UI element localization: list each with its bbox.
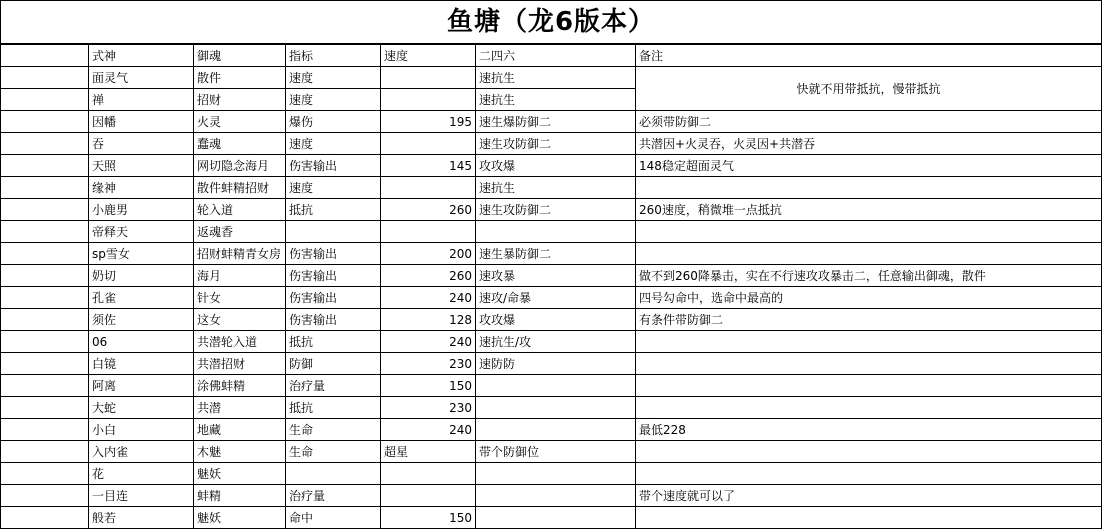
cell-246[interactable]: 速攻暴 xyxy=(476,265,636,287)
cell-shikigami[interactable]: 须佐 xyxy=(89,309,194,331)
cell-yuhun[interactable]: 海月 xyxy=(194,265,286,287)
cell-note[interactable] xyxy=(636,507,1102,529)
row-header-cell xyxy=(1,45,89,67)
cell-note[interactable] xyxy=(636,353,1102,375)
cell-246[interactable] xyxy=(476,419,636,441)
cell-speed[interactable]: 260 xyxy=(381,265,476,287)
cell-shikigami[interactable]: 禅 xyxy=(89,89,194,111)
table-body xyxy=(1,45,1102,529)
cell-metric[interactable]: 速度 xyxy=(286,89,381,111)
cell-246[interactable] xyxy=(476,507,636,529)
row-label-cell xyxy=(1,89,89,111)
cell-246[interactable]: 速攻/命暴 xyxy=(476,287,636,309)
cell-speed[interactable] xyxy=(381,177,476,199)
cell-246[interactable] xyxy=(476,463,636,485)
table-row[interactable] xyxy=(1,177,1102,199)
cell-metric[interactable]: 生命 xyxy=(286,419,381,441)
row-label-cell xyxy=(1,375,89,397)
table-row[interactable] xyxy=(1,221,1102,243)
cell-metric[interactable] xyxy=(286,463,381,485)
row-label-cell xyxy=(1,441,89,463)
table-row[interactable] xyxy=(1,507,1102,529)
cell-yuhun[interactable]: 共潜 xyxy=(194,397,286,419)
cell-yuhun[interactable]: 散件 xyxy=(194,67,286,89)
cell-246[interactable]: 速生爆防御二 xyxy=(476,111,636,133)
cell-yuhun[interactable]: 这女 xyxy=(194,309,286,331)
cell-yuhun[interactable]: 魅妖 xyxy=(194,507,286,529)
cell-246[interactable]: 速防防 xyxy=(476,353,636,375)
cell-shikigami[interactable]: 小鹿男 xyxy=(89,199,194,221)
row-label-cell xyxy=(1,287,89,309)
table-row[interactable] xyxy=(1,309,1102,331)
cell-metric[interactable]: 抵抗 xyxy=(286,397,381,419)
cell-metric[interactable]: 生命 xyxy=(286,441,381,463)
cell-speed[interactable]: 230 xyxy=(381,397,476,419)
row-label-cell xyxy=(1,265,89,287)
cell-246[interactable]: 速抗生 xyxy=(476,177,636,199)
cell-yuhun[interactable]: 返魂香 xyxy=(194,221,286,243)
table-row[interactable] xyxy=(1,463,1102,485)
cell-yuhun[interactable]: 散件蚌精招财 xyxy=(194,177,286,199)
cell-246[interactable]: 带个防御位 xyxy=(476,441,636,463)
row-label-cell xyxy=(1,507,89,529)
cell-246[interactable]: 速抗生/攻 xyxy=(476,331,636,353)
cell-246[interactable]: 速抗生 xyxy=(476,67,636,89)
cell-note[interactable]: 有条件带防御二 xyxy=(636,309,1102,331)
cell-shikigami[interactable]: 孔雀 xyxy=(89,287,194,309)
cell-speed[interactable] xyxy=(381,89,476,111)
cell-speed[interactable] xyxy=(381,485,476,507)
cell-metric[interactable]: 治疗量 xyxy=(286,485,381,507)
cell-yuhun[interactable]: 招财蚌精青女房 xyxy=(194,243,286,265)
cell-metric[interactable]: 速度 xyxy=(286,133,381,155)
cell-shikigami[interactable]: 花 xyxy=(89,463,194,485)
cell-speed[interactable]: 超星 xyxy=(381,441,476,463)
cell-shikigami[interactable]: 般若 xyxy=(89,507,194,529)
cell-note[interactable]: 260速度，稍微堆一点抵抗 xyxy=(636,199,1102,221)
cell-metric[interactable]: 速度 xyxy=(286,67,381,89)
cell-shikigami[interactable]: 阿离 xyxy=(89,375,194,397)
cell-metric[interactable] xyxy=(286,221,381,243)
cell-shikigami[interactable]: 帝释天 xyxy=(89,221,194,243)
table-row[interactable] xyxy=(1,133,1102,155)
cell-note-merged[interactable]: 快就不用带抵抗，慢带抵抗 xyxy=(636,67,1102,111)
cell-speed[interactable] xyxy=(381,67,476,89)
cell-yuhun[interactable]: 蠢魂 xyxy=(194,133,286,155)
table-row[interactable] xyxy=(1,155,1102,177)
cell-shikigami[interactable]: 缘神 xyxy=(89,177,194,199)
cell-shikigami[interactable]: sp雪女 xyxy=(89,243,194,265)
table-row[interactable] xyxy=(1,397,1102,419)
table-row[interactable] xyxy=(1,199,1102,221)
cell-note[interactable]: 最低228 xyxy=(636,419,1102,441)
row-label-cell xyxy=(1,485,89,507)
column-header-4: 速度 xyxy=(381,45,476,67)
cell-note[interactable] xyxy=(636,397,1102,419)
cell-speed[interactable]: 150 xyxy=(381,507,476,529)
cell-speed[interactable]: 145 xyxy=(381,155,476,177)
cell-246[interactable]: 速生攻防御二 xyxy=(476,133,636,155)
table-row[interactable] xyxy=(1,265,1102,287)
cell-metric[interactable]: 抵抗 xyxy=(286,199,381,221)
cell-shikigami[interactable]: 小白 xyxy=(89,419,194,441)
column-header-1: 式神 xyxy=(89,45,194,67)
sheet-title-row xyxy=(0,0,1102,44)
cell-yuhun[interactable]: 针女 xyxy=(194,287,286,309)
cell-note[interactable] xyxy=(636,177,1102,199)
cell-shikigami[interactable]: 面灵气 xyxy=(89,67,194,89)
table-row[interactable] xyxy=(1,441,1102,463)
cell-yuhun[interactable]: 网切隐念海月 xyxy=(194,155,286,177)
row-label-cell xyxy=(1,133,89,155)
column-header-2: 御魂 xyxy=(194,45,286,67)
cell-metric[interactable]: 命中 xyxy=(286,507,381,529)
cell-246[interactable] xyxy=(476,397,636,419)
cell-note[interactable] xyxy=(636,243,1102,265)
cell-speed[interactable]: 150 xyxy=(381,375,476,397)
cell-shikigami[interactable]: 白镜 xyxy=(89,353,194,375)
table-row[interactable] xyxy=(1,375,1102,397)
cell-note[interactable] xyxy=(636,331,1102,353)
cell-speed[interactable]: 260 xyxy=(381,199,476,221)
cell-246[interactable] xyxy=(476,485,636,507)
cell-246[interactable]: 速抗生 xyxy=(476,89,636,111)
cell-shikigami[interactable]: 06 xyxy=(89,331,194,353)
cell-yuhun[interactable]: 轮入道 xyxy=(194,199,286,221)
table-row[interactable] xyxy=(1,353,1102,375)
cell-246[interactable]: 速生攻防御二 xyxy=(476,199,636,221)
table-row[interactable] xyxy=(1,331,1102,353)
cell-yuhun[interactable]: 火灵 xyxy=(194,111,286,133)
table-row[interactable] xyxy=(1,419,1102,441)
row-label-cell xyxy=(1,111,89,133)
page-title: 鱼塘（龙6版本） xyxy=(446,7,656,37)
cell-yuhun[interactable]: 涂佛蚌精 xyxy=(194,375,286,397)
cell-yuhun[interactable]: 魅妖 xyxy=(194,463,286,485)
cell-speed[interactable]: 128 xyxy=(381,309,476,331)
row-label-cell xyxy=(1,419,89,441)
cell-metric[interactable]: 爆伤 xyxy=(286,111,381,133)
cell-shikigami[interactable]: 吞 xyxy=(89,133,194,155)
cell-yuhun[interactable]: 招财 xyxy=(194,89,286,111)
table-row[interactable] xyxy=(1,287,1102,309)
data-table xyxy=(0,44,1102,529)
cell-metric[interactable]: 速度 xyxy=(286,177,381,199)
cell-note[interactable]: 做不到260降暴击，实在不行速攻攻暴击二，任意输出御魂，散件 xyxy=(636,265,1102,287)
cell-246[interactable] xyxy=(476,375,636,397)
cell-yuhun[interactable]: 地藏 xyxy=(194,419,286,441)
row-label-cell xyxy=(1,67,89,89)
row-label-cell xyxy=(1,353,89,375)
cell-note[interactable]: 必须带防御二 xyxy=(636,111,1102,133)
cell-speed[interactable] xyxy=(381,133,476,155)
cell-speed[interactable] xyxy=(381,221,476,243)
cell-note[interactable] xyxy=(636,463,1102,485)
cell-shikigami[interactable]: 天照 xyxy=(89,155,194,177)
cell-speed[interactable]: 240 xyxy=(381,331,476,353)
cell-metric[interactable]: 治疗量 xyxy=(286,375,381,397)
cell-speed[interactable]: 240 xyxy=(381,419,476,441)
cell-speed[interactable]: 195 xyxy=(381,111,476,133)
cell-note[interactable] xyxy=(636,221,1102,243)
row-label-cell xyxy=(1,177,89,199)
cell-note[interactable]: 带个速度就可以了 xyxy=(636,485,1102,507)
table-row[interactable] xyxy=(1,67,1102,89)
cell-note[interactable] xyxy=(636,441,1102,463)
cell-246[interactable] xyxy=(476,221,636,243)
cell-shikigami[interactable]: 大蛇 xyxy=(89,397,194,419)
cell-shikigami[interactable]: 因幡 xyxy=(89,111,194,133)
cell-246[interactable]: 速生暴防御二 xyxy=(476,243,636,265)
row-label-cell xyxy=(1,463,89,485)
cell-speed[interactable]: 230 xyxy=(381,353,476,375)
cell-speed[interactable]: 200 xyxy=(381,243,476,265)
row-label-cell xyxy=(1,155,89,177)
cell-yuhun[interactable]: 木魅 xyxy=(194,441,286,463)
cell-speed[interactable]: 240 xyxy=(381,287,476,309)
column-header-5: 二四六 xyxy=(476,45,636,67)
cell-246[interactable]: 攻攻爆 xyxy=(476,309,636,331)
cell-note[interactable]: 共潜因+火灵吞，火灵因+共潜吞 xyxy=(636,133,1102,155)
cell-shikigami[interactable]: 入内雀 xyxy=(89,441,194,463)
cell-note[interactable]: 148稳定超面灵气 xyxy=(636,155,1102,177)
cell-yuhun[interactable]: 蚌精 xyxy=(194,485,286,507)
cell-metric[interactable]: 防御 xyxy=(286,353,381,375)
row-label-cell xyxy=(1,199,89,221)
column-header-3: 指标 xyxy=(286,45,381,67)
row-label-cell xyxy=(1,309,89,331)
cell-metric[interactable]: 伤害输出 xyxy=(286,265,381,287)
row-label-cell xyxy=(1,397,89,419)
cell-note[interactable] xyxy=(636,375,1102,397)
cell-metric[interactable]: 伤害输出 xyxy=(286,309,381,331)
cell-yuhun[interactable]: 共潜轮入道 xyxy=(194,331,286,353)
cell-246[interactable]: 攻攻爆 xyxy=(476,155,636,177)
table-row[interactable] xyxy=(1,485,1102,507)
table-header-row xyxy=(1,45,1102,67)
row-label-cell xyxy=(1,243,89,265)
cell-yuhun[interactable]: 共潜招财 xyxy=(194,353,286,375)
table-row[interactable] xyxy=(1,243,1102,265)
cell-shikigami[interactable]: 一目连 xyxy=(89,485,194,507)
cell-metric[interactable]: 伤害输出 xyxy=(286,155,381,177)
column-header-6: 备注 xyxy=(636,45,1102,67)
table-row[interactable] xyxy=(1,111,1102,133)
cell-note[interactable]: 四号勾命中，选命中最高的 xyxy=(636,287,1102,309)
row-label-cell xyxy=(1,221,89,243)
row-label-cell xyxy=(1,331,89,353)
cell-speed[interactable] xyxy=(381,463,476,485)
cell-metric[interactable]: 伤害输出 xyxy=(286,287,381,309)
cell-shikigami[interactable]: 奶切 xyxy=(89,265,194,287)
cell-metric[interactable]: 抵抗 xyxy=(286,331,381,353)
cell-metric[interactable]: 伤害输出 xyxy=(286,243,381,265)
